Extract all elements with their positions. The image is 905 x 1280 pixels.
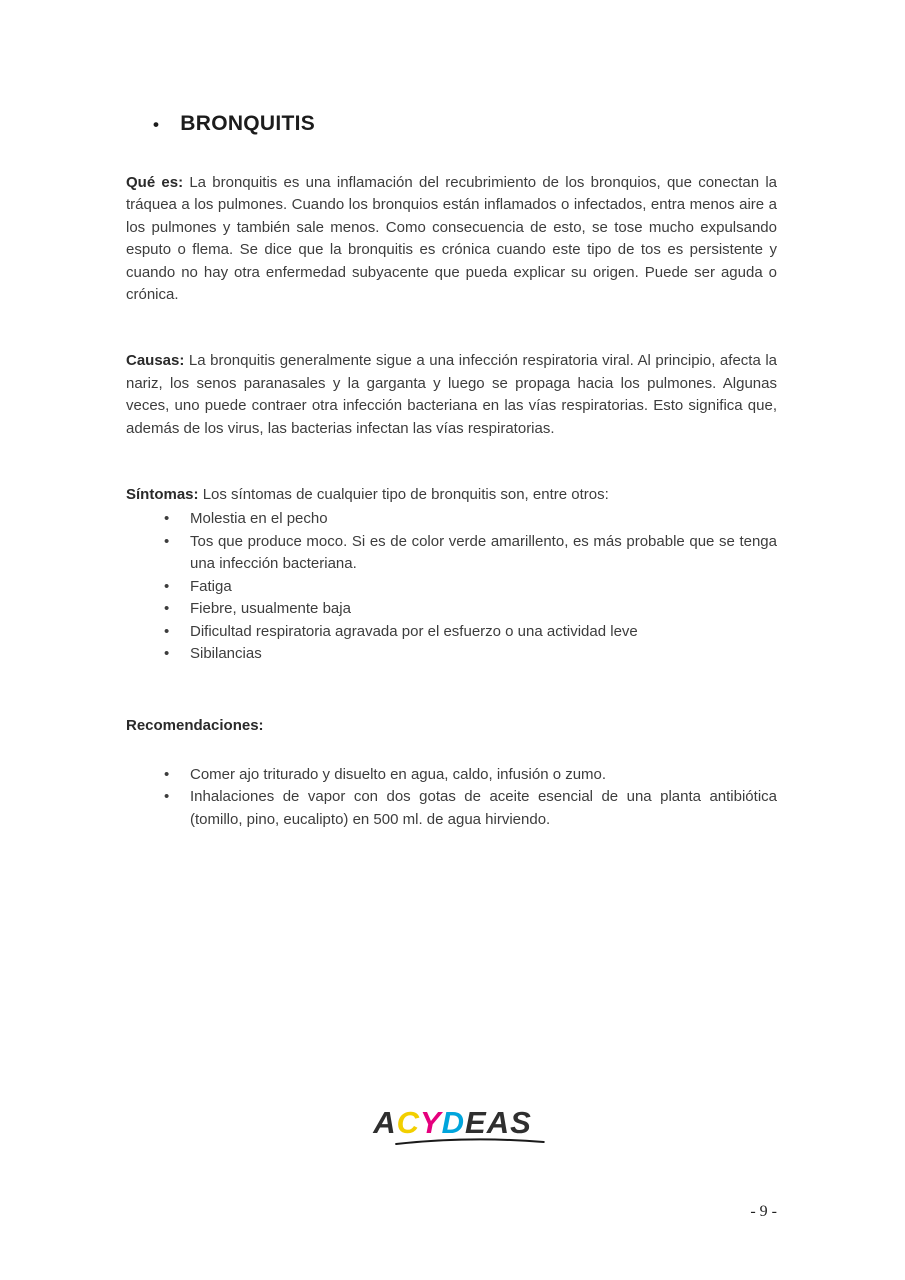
sintomas-list (126, 508, 777, 665)
page-title-text: BRONQUITIS (180, 112, 316, 135)
que-es-label: Qué es: (126, 174, 184, 191)
list-item: • Fiebre, usualmente baja (126, 598, 777, 620)
page-content (126, 0, 777, 831)
recomendaciones-label: Recomendaciones: (126, 717, 264, 735)
causas-label: Causas: (126, 352, 185, 370)
sintomas-label: Síntomas: (126, 486, 199, 504)
que-es-text: La bronquitis es una inflamación del recubrimiento de los bronquios, que conectan la tráquea a los pulmones. Cuando los bronquios están inflamados o infectados, entra menos aire a los pulmones y también sale menos. Como consecuencia de esto, se tose mucho expulsando esputo o flema. Se dice que la bronquitis es crónica cuando este tipo de tos es persistente y cuando no hay otra enfermedad subyacente que pueda explicar su origen. Puede ser aguda o crónica. (126, 174, 777, 304)
logo-letter: A (486, 1105, 511, 1140)
list-item: • Inhalaciones de vapor con dos gotas de aceite esencial de una planta antibiótica (tomillo, pino, eucalipto) en 500 ml. de agua hirviendo. (126, 786, 777, 831)
list-item: • Molestia en el pecho (126, 508, 777, 530)
causas-paragraph (126, 350, 777, 440)
list-item: • Comer ajo triturado y disuelto en agua, caldo, infusión o zumo. (126, 764, 777, 786)
title-bullet: • (153, 115, 160, 134)
page-number: - 9 - (750, 1203, 777, 1220)
sintomas-section (126, 484, 777, 665)
logo-letter: A (373, 1105, 397, 1140)
sintomas-intro-paragraph (126, 484, 777, 506)
logo-letter: Y (419, 1105, 442, 1140)
logo-letters (367, 1106, 538, 1144)
list-item: • Fatiga (126, 576, 777, 598)
page-title (126, 112, 777, 136)
causas-text: La bronquitis generalmente sigue a una infección respiratoria viral. Al principio, afecta la nariz, los senos paranasales y la garganta y luego se propaga hacia los pulmones. Algunas veces, uno puede contraer otra infección bacteriana en las vías respiratorias. Esto significa que, además de los virus, las bacterias infectan las vías respiratorias. (126, 352, 778, 437)
que-es-paragraph (126, 172, 777, 306)
logo-letter: S (510, 1105, 532, 1140)
sintomas-intro-text: Los síntomas de cualquier tipo de bronquitis son, entre otros: (202, 486, 609, 504)
acydeas-logo (0, 1106, 905, 1144)
recomendaciones-list (126, 764, 777, 831)
recomendaciones-section (126, 715, 777, 831)
logo-letter: C (396, 1105, 420, 1140)
logo-letter: D (441, 1105, 466, 1140)
list-item: • Tos que produce moco. Si es de color verde amarillento, es más probable que se tenga una infección bacteriana. (126, 531, 777, 576)
logo-swoosh-icon (394, 1136, 546, 1146)
list-item: • Dificultad respiratoria agravada por el esfuerzo o una actividad leve (126, 621, 777, 643)
logo-letter: E (465, 1105, 487, 1140)
list-item: • Sibilancias (126, 643, 777, 665)
